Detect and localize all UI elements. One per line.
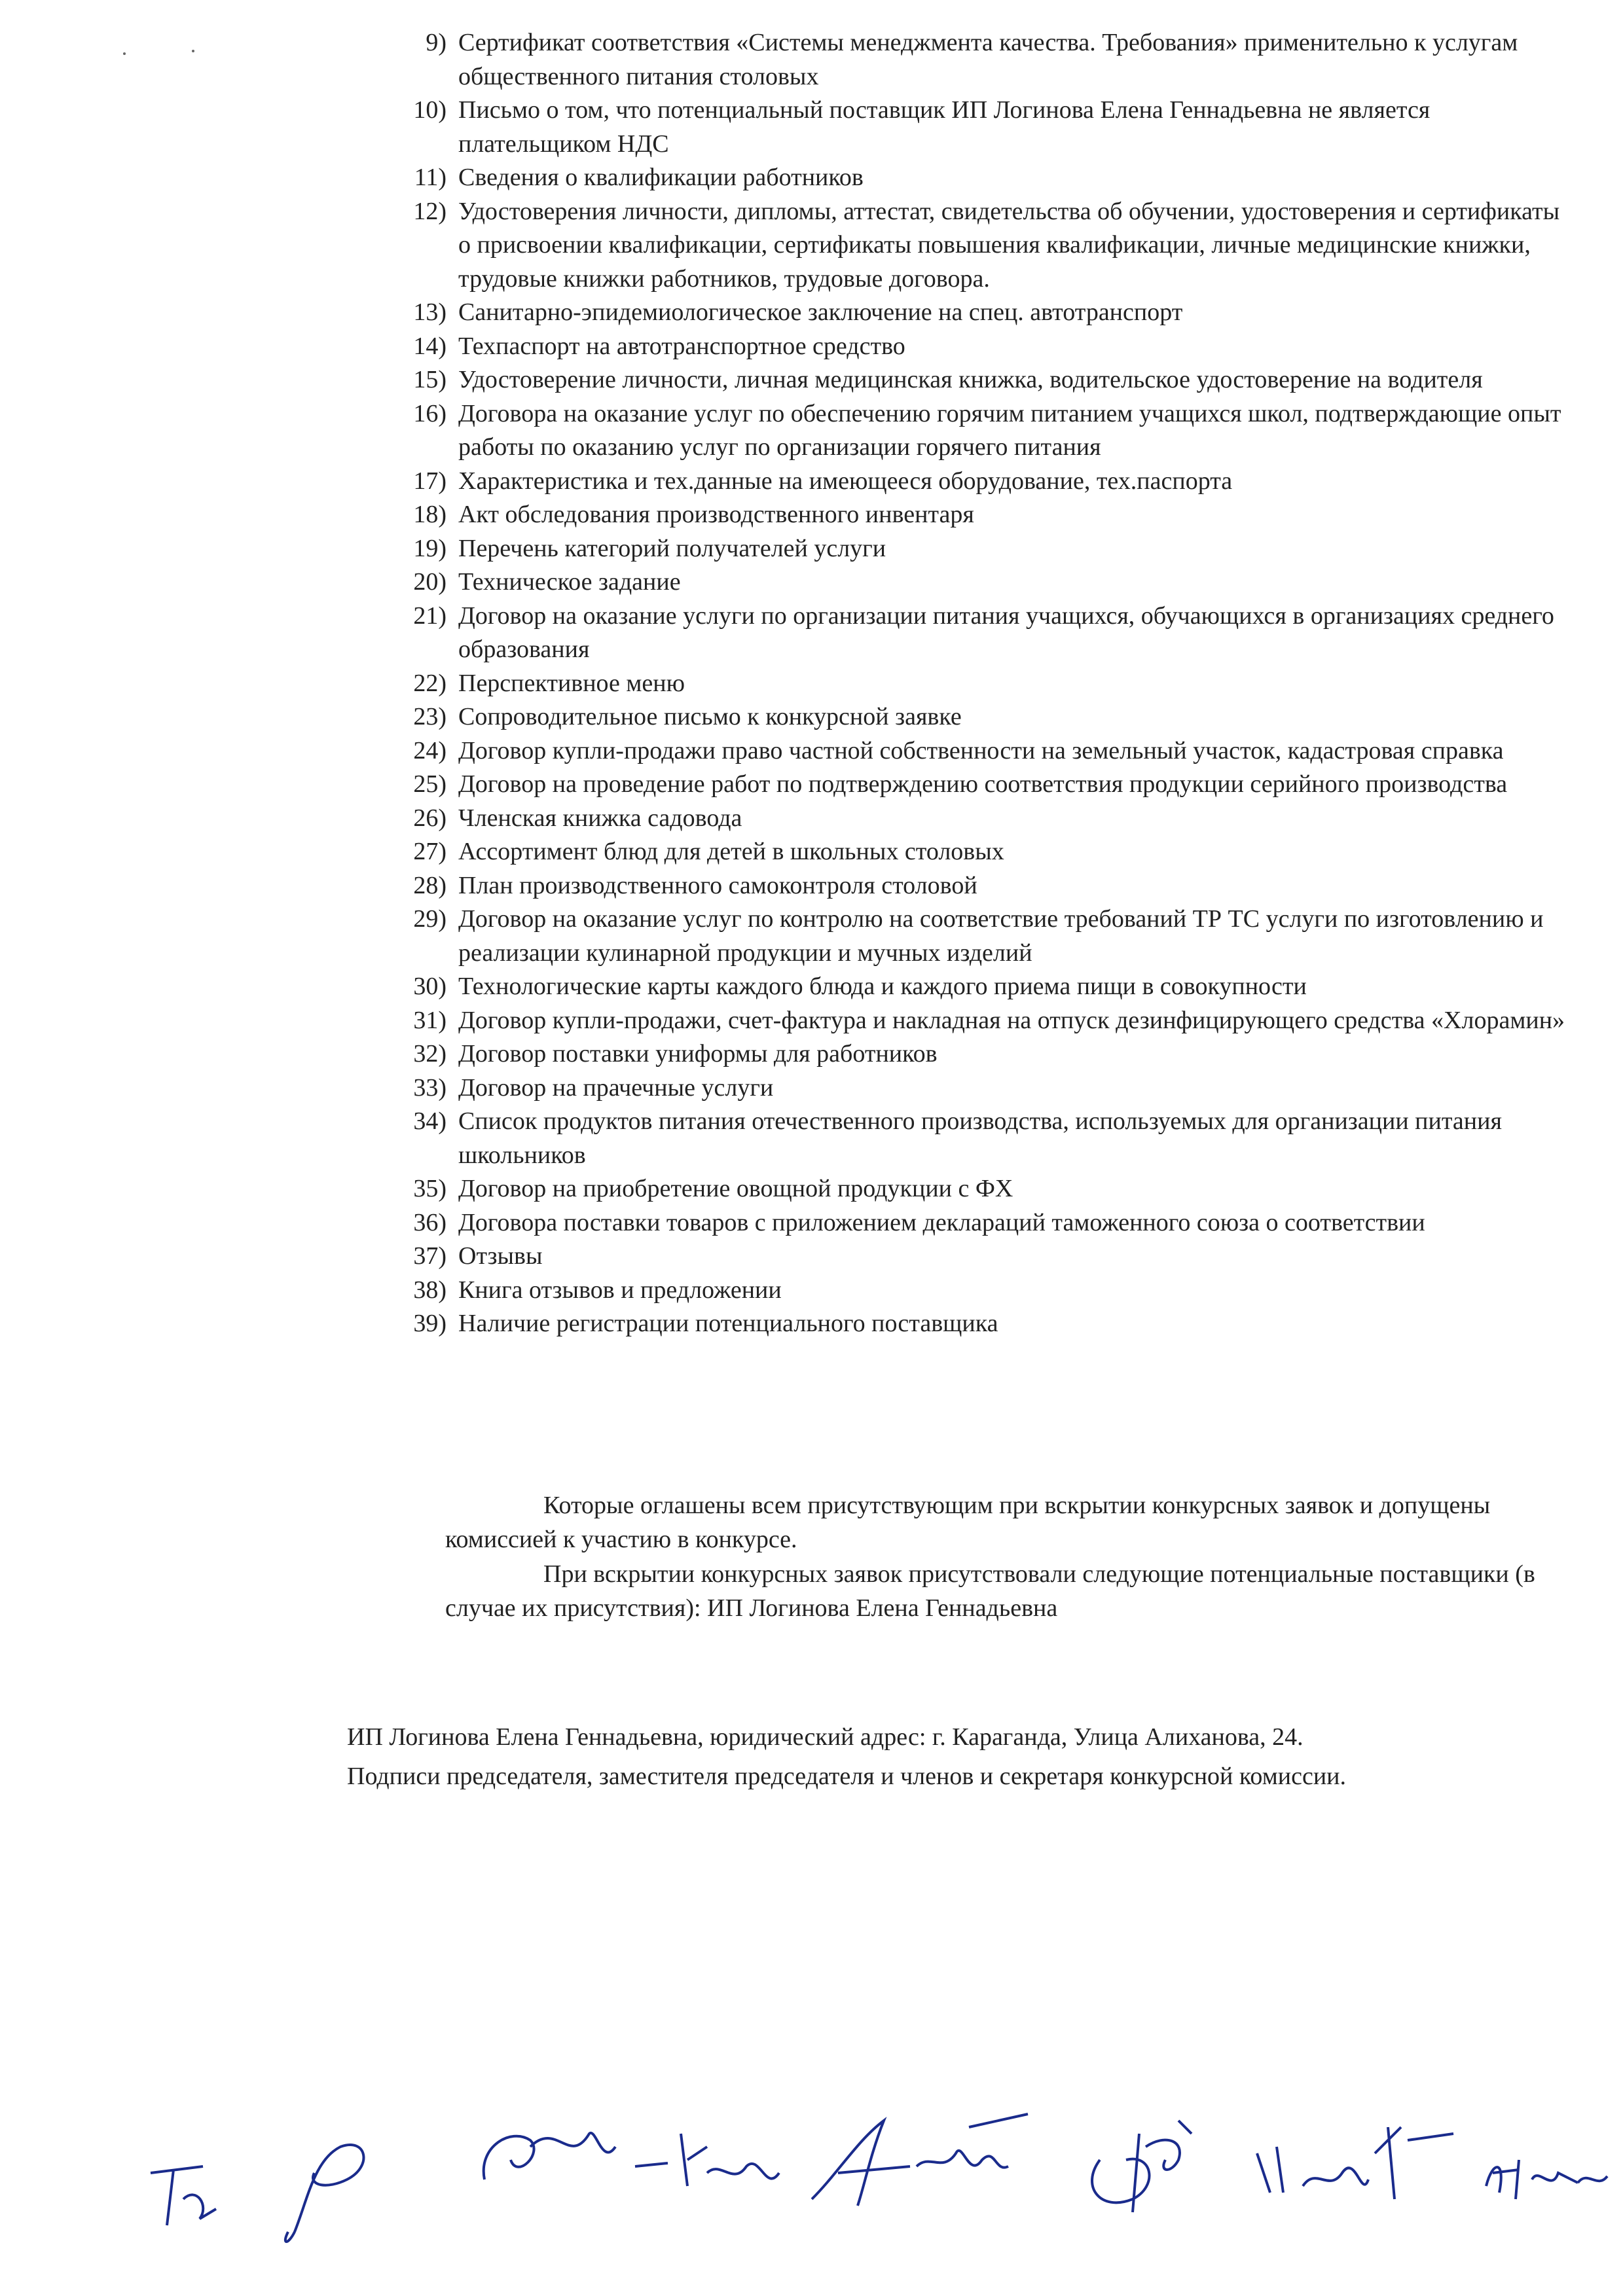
list-item-number: 16) <box>413 399 447 427</box>
signature-3 <box>471 2108 799 2229</box>
list-item-number: 9) <box>426 29 447 56</box>
list-item-number: 27) <box>413 838 447 865</box>
signatures-caption: Подписи председателя, заместителя председателя и членов и секретаря конкурсной комиссии. <box>347 1763 1346 1790</box>
list-item-number: 13) <box>413 298 447 326</box>
list-item <box>367 667 1571 701</box>
list-item-text: Договор на приобретение овощной продукции с ФХ <box>458 1175 1013 1202</box>
list-item-number: 37) <box>413 1242 447 1270</box>
paragraph-attendees <box>445 1558 1558 1625</box>
list-item-text: Договор на прачечные услуги <box>458 1073 774 1102</box>
list-item-number: 22) <box>413 669 447 697</box>
list-item-number: 12) <box>413 197 447 225</box>
list-item-number: 29) <box>413 905 447 933</box>
list-item <box>367 1274 1571 1308</box>
signature-7 <box>1480 2134 1611 2215</box>
list-item-text: Членская книжка садовода <box>458 804 742 832</box>
signature-1 <box>144 2147 223 2242</box>
list-item <box>367 465 1571 499</box>
list-item-number: 17) <box>413 467 447 495</box>
list-item <box>367 195 1571 296</box>
list-item-text: Договор на оказание услуг по контролю на соответствие требований ТР ТС услуги по изготовлению и реализации кулинарной продукции и мучных изделий <box>458 905 1544 967</box>
list-item <box>367 700 1571 734</box>
list-item <box>367 565 1571 600</box>
list-item-text: Перспективное меню <box>458 669 685 697</box>
list-item-text: Санитарно-эпидемиологическое заключение на спец. автотранспорт <box>458 298 1183 326</box>
list-item <box>367 532 1571 566</box>
list-item <box>367 600 1571 667</box>
signature-2-icon <box>268 2121 386 2251</box>
list-item <box>367 768 1571 802</box>
list-item-text: Сопроводительное письмо к конкурсной заявке <box>458 703 962 730</box>
list-item-text: Наличие регистрации потенциального поставщика <box>458 1310 998 1337</box>
list-item <box>367 903 1571 970</box>
list-item-text: Договора на оказание услуг по обеспечению горячим питанием учащихся школ, подтверждающие опыт работы по оказанию услуг по организации горячего питания <box>458 399 1561 461</box>
list-item <box>367 1071 1571 1105</box>
list-item-text: Письмо о том, что потенциальный поставщик ИП Логинова Елена Геннадьевна не является плательщиком НДС <box>458 96 1431 158</box>
signature-6 <box>1244 2114 1467 2222</box>
list-item-number: 36) <box>413 1208 447 1236</box>
list-item-number: 14) <box>413 332 447 360</box>
document-list <box>367 26 1571 1341</box>
list-item-number: 25) <box>413 770 447 798</box>
list-item <box>367 397 1571 465</box>
list-item-text: Технологические карты каждого блюда и каждого приема пищи в совокупности <box>458 973 1307 1000</box>
list-item-number: 10) <box>413 96 447 124</box>
list-item-text: Договор на проведение работ по подтверждению соответствия продукции серийного производства <box>458 770 1508 798</box>
list-item-text: Удостоверения личности, дипломы, аттестат, свидетельства об обучении, удостоверения и сертификаты о присвоении квалификации, сертификаты повышения квалификации, личные медицинские книжки, трудовые книжки работников, трудовые договора. <box>458 197 1560 293</box>
list-item <box>367 869 1571 903</box>
list-item-text: Отзывы <box>458 1242 543 1270</box>
paragraph-announced-text: Которые оглашены всем присутствующим при вскрытии конкурсных заявок и допущены комиссией к участию в конкурсе. <box>445 1492 1491 1553</box>
list-item <box>367 330 1571 364</box>
list-item-number: 24) <box>413 736 447 764</box>
list-item-number: 34) <box>413 1107 447 1135</box>
list-item-number: 38) <box>413 1276 447 1304</box>
scan-specks <box>118 46 210 69</box>
list-item <box>367 94 1571 161</box>
signature-5-icon <box>1074 2108 1218 2232</box>
list-item-number: 23) <box>413 703 447 730</box>
signature-6-icon <box>1244 2114 1467 2219</box>
list-item-text: Техпаспорт на автотранспортное средство <box>458 332 905 360</box>
list-item <box>367 363 1571 397</box>
list-item-text: Договор купли-продажи право частной собственности на земельный участок, кадастровая справка <box>458 736 1504 764</box>
list-item <box>367 835 1571 869</box>
list-item-text: Книга отзывов и предложении <box>458 1276 782 1304</box>
paragraph-announced <box>445 1489 1558 1556</box>
list-item-number: 31) <box>413 1006 447 1034</box>
list-item-text: Техническое задание <box>458 568 681 596</box>
list-item <box>367 1105 1571 1172</box>
list-item-text: Договор поставки униформы для работников <box>458 1040 938 1067</box>
scan-speck-icon <box>118 46 210 65</box>
signature-1-icon <box>144 2147 223 2238</box>
list-item <box>367 970 1571 1004</box>
list-item <box>367 26 1571 94</box>
list-item <box>367 296 1571 330</box>
list-item-number: 21) <box>413 601 447 630</box>
list-item-number: 11) <box>414 164 447 191</box>
list-item-number: 39) <box>413 1310 447 1337</box>
list-item-number: 28) <box>413 871 447 899</box>
list-item <box>367 802 1571 836</box>
list-item-text: Акт обследования производственного инвентаря <box>458 501 974 528</box>
signature-7-icon <box>1480 2134 1611 2212</box>
list-item <box>367 1172 1571 1206</box>
list-item <box>367 161 1571 195</box>
list-item-number: 15) <box>413 366 447 393</box>
signatures-row <box>144 2094 1611 2265</box>
list-item <box>367 734 1571 768</box>
list-item-number: 20) <box>413 568 447 596</box>
list-item-text: Перечень категорий получателей услуги <box>458 534 886 562</box>
list-item-text: Ассортимент блюд для детей в школьных столовых <box>458 838 1004 865</box>
signature-5 <box>1074 2108 1218 2235</box>
list-item <box>367 1037 1571 1071</box>
paragraph-attendees-text: При вскрытии конкурсных заявок присутствовали следующие потенциальные поставщики (в случае их присутствия): ИП Логинова Елена Геннадьевна <box>445 1560 1535 1622</box>
signature-4-icon <box>799 2101 1048 2225</box>
list-item-text: Характеристика и тех.данные на имеющееся оборудование, тех.паспорта <box>458 467 1233 495</box>
list-item-number: 18) <box>413 501 447 528</box>
list-item-number: 30) <box>413 973 447 1000</box>
list-item-text: План производственного самоконтроля столовой <box>458 871 977 899</box>
signature-2 <box>268 2121 386 2255</box>
list-item <box>367 1307 1571 1341</box>
address-line: ИП Логинова Елена Геннадьевна, юридический адрес: г. Караганда, Улица Алиханова, 24. <box>347 1723 1304 1751</box>
signature-3-icon <box>471 2108 799 2225</box>
list-item <box>367 498 1571 532</box>
list-item-text: Список продуктов питания отечественного производства, используемых для организации питания школьников <box>458 1107 1502 1169</box>
list-item-number: 35) <box>413 1175 447 1202</box>
signature-4 <box>799 2101 1048 2229</box>
list-item-number: 32) <box>413 1040 447 1067</box>
list-item-number: 26) <box>413 804 447 832</box>
list-item-text: Договор на оказание услуги по организации питания учащихся, обучающихся в организациях среднего образования <box>458 601 1554 663</box>
list-item-text: Удостоверение личности, личная медицинская книжка, водительское удостоверение на водителя <box>458 366 1483 393</box>
list-item <box>367 1004 1571 1038</box>
list-item <box>367 1206 1571 1240</box>
list-item-number: 19) <box>413 534 447 562</box>
list-item <box>367 1240 1571 1274</box>
list-item-text: Сведения о квалификации работников <box>458 164 864 191</box>
list-item-text: Сертификат соответствия «Системы менеджмента качества. Требования» применительно к услугам общественного питания столовых <box>458 29 1518 90</box>
list-item-number: 33) <box>413 1073 447 1102</box>
list-item-text: Договора поставки товаров с приложением деклараций таможенного союза о соответствии <box>458 1208 1425 1236</box>
list-item-text: Договор купли-продажи, счет-фактура и накладная на отпуск дезинфицирующего средства «Хлорамин» <box>458 1006 1565 1034</box>
